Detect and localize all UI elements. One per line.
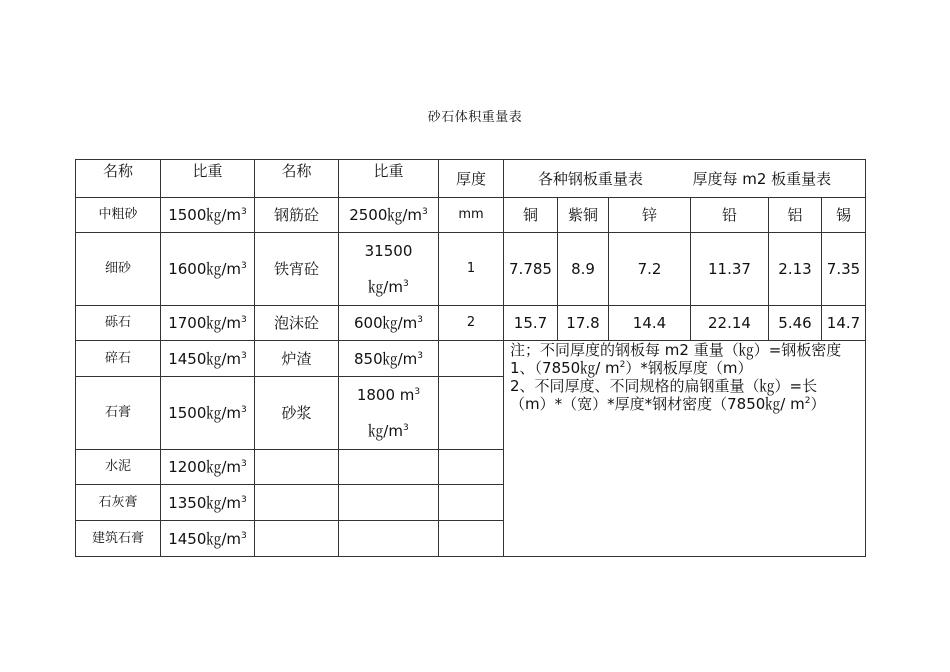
material-weight: $850㎏/m^3$ xyxy=(339,341,439,377)
material-name: 炉渣 xyxy=(255,341,339,377)
empty-cell xyxy=(439,521,504,557)
material-name: 碎石 xyxy=(76,341,161,377)
material-weight: $1700㎏/m^3$ xyxy=(161,306,255,341)
material-name: 建筑石膏 xyxy=(76,521,161,557)
material-name: 泡沫砼 xyxy=(255,306,339,341)
material-name: 钢筋砼 xyxy=(255,198,339,233)
steel-table-subtitle: 厚度每 m2 板重量表 xyxy=(692,169,832,188)
note-line-4: （m）*（宽）*厚度*钢材密度（7850㎏/ $m^2$） xyxy=(510,395,826,413)
material-weight: $1500㎏/m^3$ xyxy=(161,377,255,450)
metal-header-copper: 铜 xyxy=(504,198,558,233)
steel-weight-cell: 5.46 xyxy=(769,306,822,341)
table-row xyxy=(76,306,866,341)
material-name: 石膏 xyxy=(76,377,161,450)
material-name: 铁宵砼 xyxy=(255,233,339,306)
empty-cell xyxy=(439,450,504,485)
metal-header-lead: 铅 xyxy=(691,198,769,233)
empty-cell xyxy=(439,377,504,450)
empty-cell xyxy=(439,341,504,377)
steel-weight-cell: 7.785 xyxy=(504,233,558,306)
header-weight-1: 比重 xyxy=(161,160,255,198)
material-weight: $1450㎏/m^3$ xyxy=(161,341,255,377)
material-weight: 31500 $㎏/m^3$ xyxy=(339,233,439,306)
material-name: 水泥 xyxy=(76,450,161,485)
material-name: 砾石 xyxy=(76,306,161,341)
material-weight: $2500㎏/m^3$ xyxy=(339,198,439,233)
metal-header-tin: 锡 xyxy=(822,198,866,233)
material-weight: 1800 $m^3$ $㎏/m^3$ xyxy=(339,377,439,450)
steel-weight-cell: 15.7 xyxy=(504,306,558,341)
table-row xyxy=(76,233,866,306)
header-steel-table xyxy=(504,160,866,198)
steel-weight-cell: 8.9 xyxy=(558,233,609,306)
note-line-3: 2、不同厚度、不同规格的扁钢重量（㎏）=长 xyxy=(510,377,818,395)
empty-cell xyxy=(339,521,439,557)
empty-cell xyxy=(439,485,504,521)
material-weight: $1350㎏/m^3$ xyxy=(161,485,255,521)
thickness-value: 2 xyxy=(439,306,504,341)
empty-cell xyxy=(255,521,339,557)
material-weight: $600㎏/m^3$ xyxy=(339,306,439,341)
material-weight: $1500㎏/m^3$ xyxy=(161,198,255,233)
material-weight: $1600㎏/m^3$ xyxy=(161,233,255,306)
header-row xyxy=(76,160,866,198)
table-row xyxy=(76,198,866,233)
document-title: 砂石体积重量表 xyxy=(427,110,523,125)
table-row xyxy=(76,341,866,377)
material-name: 石灰膏 xyxy=(76,485,161,521)
steel-weight-cell: 7.2 xyxy=(609,233,691,306)
empty-cell xyxy=(255,485,339,521)
steel-weight-cell: 14.4 xyxy=(609,306,691,341)
note-line-1: 注；不同厚度的钢板每 m2 重量（㎏）=钢板密度 xyxy=(510,341,842,359)
steel-weight-cell: 14.7 xyxy=(822,306,866,341)
metal-header-red-copper: 紫铜 xyxy=(558,198,609,233)
thickness-value: 1 xyxy=(439,233,504,306)
thickness-unit: mm xyxy=(439,198,504,233)
steel-weight-cell: 11.37 xyxy=(691,233,769,306)
steel-weight-cell: 7.35 xyxy=(822,233,866,306)
steel-weight-cell: 22.14 xyxy=(691,306,769,341)
material-name: 中粗砂 xyxy=(76,198,161,233)
metal-header-zinc: 锌 xyxy=(609,198,691,233)
header-weight-2: 比重 xyxy=(339,160,439,198)
density-table xyxy=(75,159,866,557)
material-name: 细砂 xyxy=(76,233,161,306)
steel-table-title: 各种钢板重量表 xyxy=(537,169,643,188)
steel-weight-cell: 17.8 xyxy=(558,306,609,341)
metal-header-aluminum: 铝 xyxy=(769,198,822,233)
header-name-2: 名称 xyxy=(255,160,339,198)
note-line-2: 1、（7850㎏/ $m^2)*$钢板厚度（m） xyxy=(510,359,753,377)
header-thickness: 厚度 xyxy=(439,160,504,198)
material-name: 砂浆 xyxy=(255,377,339,450)
material-weight: $1200㎏/m^3$ xyxy=(161,450,255,485)
notes-cell xyxy=(504,341,866,557)
empty-cell xyxy=(339,450,439,485)
steel-weight-cell: 2.13 xyxy=(769,233,822,306)
empty-cell xyxy=(255,450,339,485)
material-weight: $1450㎏/m^3$ xyxy=(161,521,255,557)
empty-cell xyxy=(339,485,439,521)
header-name-1: 名称 xyxy=(76,160,161,198)
